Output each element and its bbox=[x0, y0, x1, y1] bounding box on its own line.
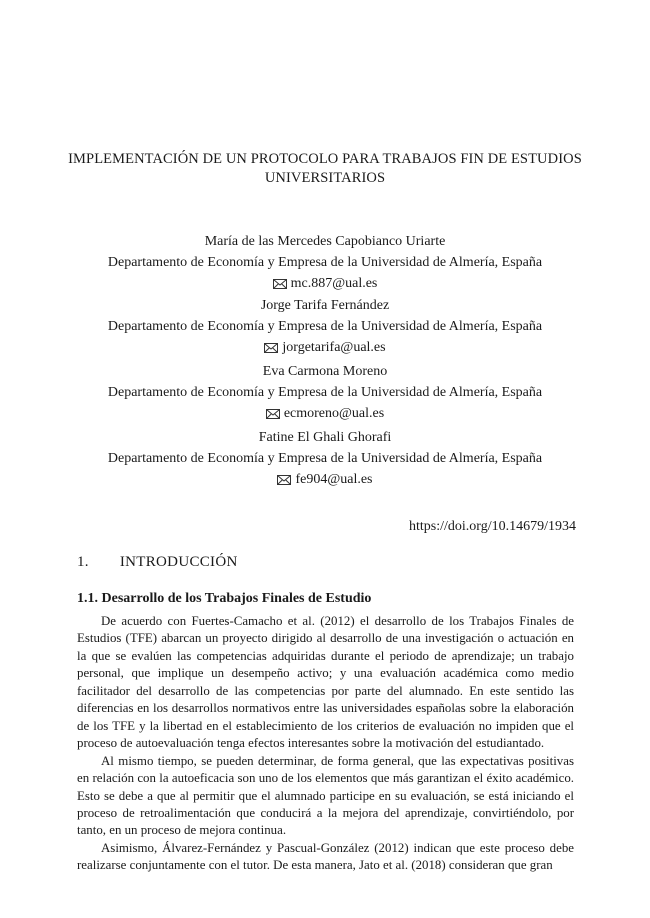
author-name: María de las Mercedes Capobianco Uriarte bbox=[204, 234, 446, 249]
author-affiliation: Departamento de Economía y Empresa de la Universidad de Almería, España bbox=[107, 385, 543, 400]
author-block-3 bbox=[60, 361, 590, 426]
title-line-1: IMPLEMENTACIÓN DE UN PROTOCOLO PARA TRABAJOS FIN DE ESTUDIOS bbox=[68, 151, 582, 167]
author-name: Fatine El Ghali Ghorafi bbox=[258, 430, 392, 445]
section-title: INTRODUCCIÓN bbox=[119, 554, 238, 570]
author-block-4 bbox=[60, 427, 590, 492]
author-email-line bbox=[266, 403, 384, 424]
author-name: Eva Carmona Moreno bbox=[262, 364, 388, 379]
envelope-icon bbox=[264, 343, 278, 353]
envelope-icon bbox=[277, 475, 291, 485]
envelope-icon bbox=[273, 279, 287, 289]
paper-title bbox=[60, 150, 590, 188]
paragraph: Al mismo tiempo, se pueden determinar, de forma general, que las expectativas positivas en relación con la autoeficacia son uno de los elementos que más garantizan el éxito académico. Esto se debe a que al permitir que el alumnado participe en su evaluación, se está iniciando el proceso de retroalimentación que conducirá a la mejora del aprendizaje, convirtiéndolo, por tanto, en un proceso de mejora continua. bbox=[77, 753, 574, 838]
author-name: Jorge Tarifa Fernández bbox=[260, 298, 390, 313]
author-email[interactable]: mc.887@ual.es bbox=[290, 276, 378, 291]
section-number: 1. bbox=[77, 554, 89, 570]
author-email-line bbox=[273, 273, 378, 294]
title-line-2: UNIVERSITARIOS bbox=[264, 170, 386, 186]
paragraph: Asimismo, Álvarez-Fernández y Pascual-González (2012) indican que este proceso debe realizarse conjuntamente con el tutor. De esta manera, Jato et al. (2018) consideran que gran bbox=[77, 840, 574, 873]
author-affiliation: Departamento de Economía y Empresa de la Universidad de Almería, España bbox=[107, 319, 543, 334]
envelope-icon bbox=[266, 409, 280, 419]
paragraph: De acuerdo con Fuertes-Camacho et al. (2012) el desarrollo de los Trabajos Finales de Estudios (TFE) abarcan un proyecto dirigido al desarrollo de una investigación o actuación en la que se evalúen las competencias adquiridas durante el periodo de aprendizaje; un trabajo personal, que implique un desempeño activo; y una evaluación académica como medio facilitador del desarrollo de las competencias por parte del alumnado. En este sentido las diferencias en los desarrollos normativos entre las universidades españolas sobre la elaboración de los TFE y la libertad en el establecimiento de los criterios de evaluación no impiden que el proceso de autoevaluación tenga efectos interesantes sobre la motivación del estudiantado. bbox=[77, 614, 574, 751]
author-email[interactable]: jorgetarifa@ual.es bbox=[282, 340, 386, 355]
author-block-1 bbox=[60, 231, 590, 296]
author-block-2 bbox=[60, 295, 590, 360]
author-affiliation: Departamento de Economía y Empresa de la Universidad de Almería, España bbox=[107, 451, 543, 466]
section-heading bbox=[77, 552, 238, 572]
body-text bbox=[77, 613, 574, 875]
author-email-line bbox=[277, 469, 372, 490]
author-email[interactable]: fe904@ual.es bbox=[295, 472, 373, 487]
author-affiliation: Departamento de Economía y Empresa de la Universidad de Almería, España bbox=[107, 255, 543, 270]
author-email[interactable]: ecmoreno@ual.es bbox=[283, 406, 385, 421]
doi-link[interactable]: https://doi.org/10.14679/1934 bbox=[409, 519, 576, 534]
author-email-line bbox=[264, 337, 385, 358]
subsection-heading: 1.1. Desarrollo de los Trabajos Finales de Estudio bbox=[77, 591, 372, 606]
